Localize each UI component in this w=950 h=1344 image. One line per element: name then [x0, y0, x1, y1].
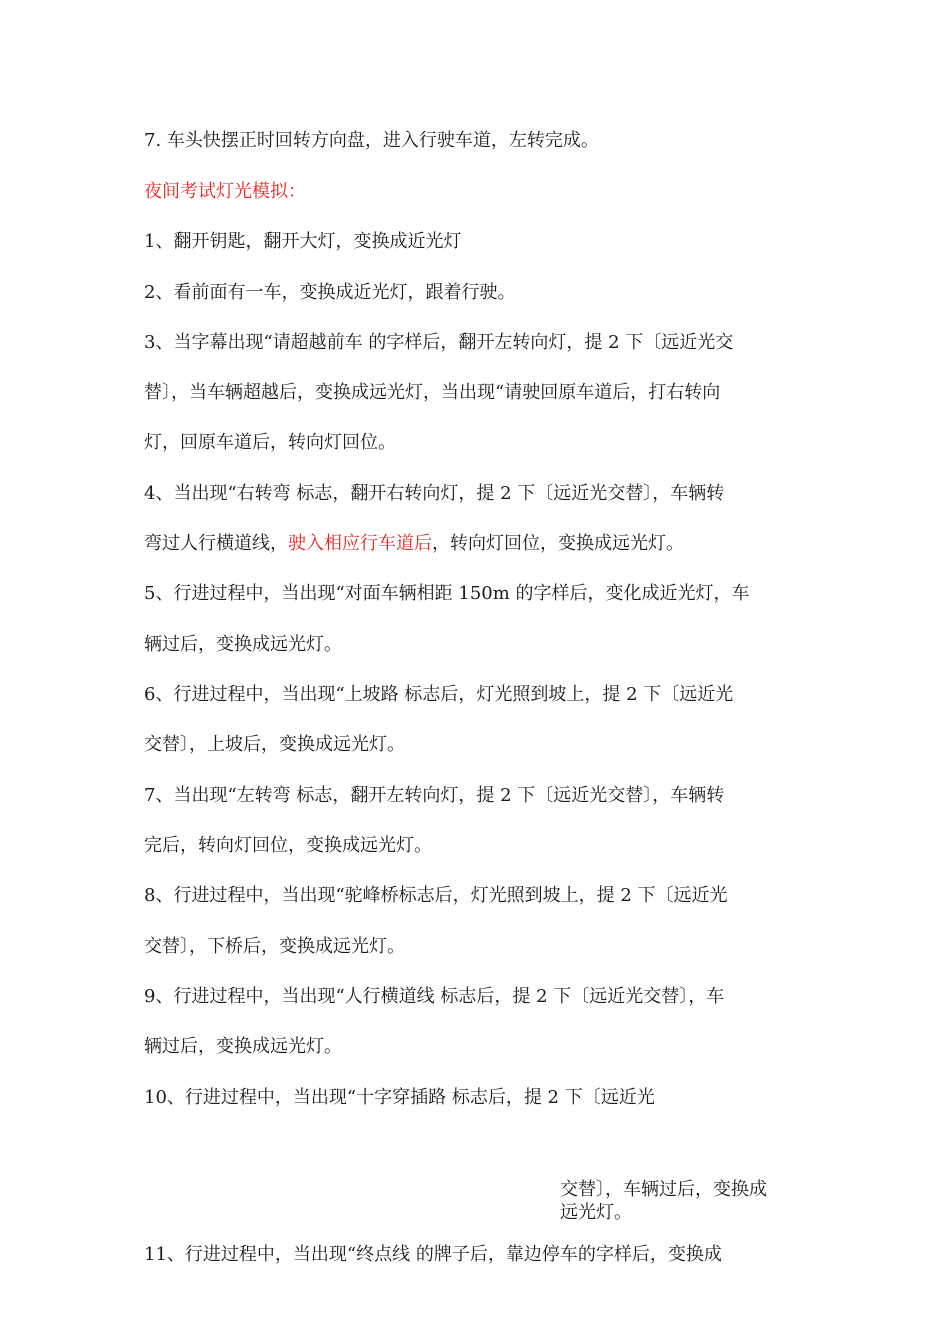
text-line: 辆过后，变换成远光灯。: [144, 1036, 342, 1057]
text-line: 10、行进过程中，当出现“十字穿插路 标志后，提 2 下〔远近光: [144, 1087, 655, 1108]
text-line: 7、当出现“左转弯 标志，翻开左转向灯，提 2 下〔远近光交替〕，车辆转: [144, 785, 725, 806]
highlighted-text: 驶入相应行车道后: [288, 533, 432, 554]
text-line: 6、行进过程中，当出现“上坡路 标志后，灯光照到坡上，提 2 下〔远近光: [144, 684, 734, 705]
text-line: 灯，回原车道后，转向灯回位。: [144, 432, 396, 453]
text-line-offset: 交替〕，车辆过后，变换成: [560, 1179, 767, 1200]
text-line: 1、翻开钥匙，翻开大灯，变换成近光灯: [144, 231, 462, 252]
text-segment: 弯过人行横道线，: [144, 533, 288, 554]
text-line: 完后，转向灯回位，变换成远光灯。: [144, 835, 432, 856]
text-segment: ，转向灯回位，变换成远光灯。: [432, 533, 684, 554]
text-line: 8、行进过程中，当出现“驼峰桥标志后，灯光照到坡上，提 2 下〔远近光: [144, 885, 728, 906]
text-line: 5、行进过程中，当出现“对面车辆相距 150m 的字样后，变化成近光灯，车: [144, 583, 750, 604]
text-line: 交替〕，上坡后，变换成远光灯。: [144, 734, 405, 755]
text-line-mixed: [144, 532, 684, 556]
text-line: 3、当字幕出现“请超越前车 的字样后，翻开左转向灯，提 2 下〔远近光交: [144, 332, 734, 353]
text-line: 11、行进过程中，当出现“终点线 的牌子后，靠边停车的字样后，变换成: [144, 1244, 722, 1265]
text-line: 7. 车头快摆正时回转方向盘，进入行驶车道，左转完成。: [144, 130, 599, 151]
text-line: 4、当出现“右转弯 标志，翻开右转向灯，提 2 下〔远近光交替〕，车辆转: [144, 483, 725, 504]
text-line: 交替〕，下桥后，变换成远光灯。: [144, 936, 405, 957]
text-line: 2、看前面有一车，变换成近光灯，跟着行驶。: [144, 282, 516, 303]
text-line-offset: 远光灯。: [560, 1202, 632, 1223]
text-line: 9、行进过程中，当出现“人行横道线 标志后，提 2 下〔远近光交替〕，车: [144, 986, 725, 1007]
text-line: 替〕，当车辆超越后，变换成远光灯，当出现“请驶回原车道后，打右转向: [144, 382, 721, 403]
text-line: 辆过后，变换成远光灯。: [144, 634, 342, 655]
section-heading: 夜间考试灯光模拟：: [144, 181, 306, 202]
